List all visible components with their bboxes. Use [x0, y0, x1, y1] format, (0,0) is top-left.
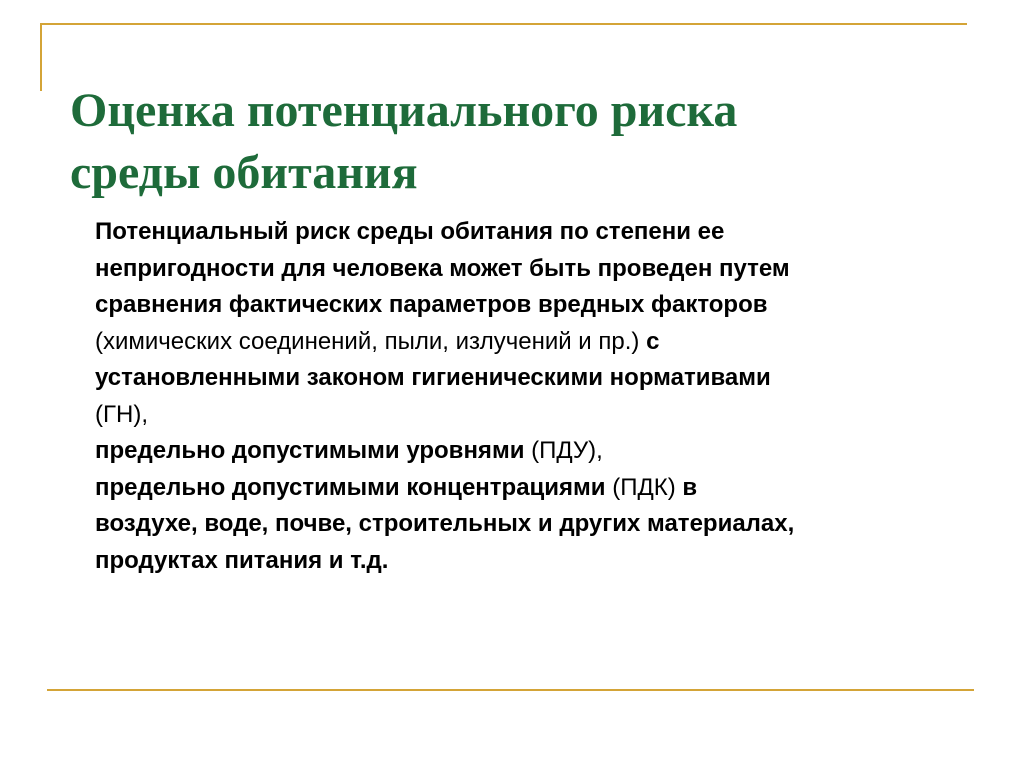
- body-text: [95, 214, 995, 579]
- body-line-8-bold-2: в: [682, 473, 698, 501]
- bottom-rule: [47, 689, 974, 691]
- body-line-3: сравнения фактических параметров вредных факторов: [95, 291, 768, 318]
- body-line-4: [95, 324, 995, 361]
- body-line-2: непригодности для человека может быть проведен путем: [95, 254, 790, 282]
- title-line-1: Оценка потенциального риска: [70, 84, 738, 137]
- top-rule: [40, 23, 967, 25]
- body-line-4-normal: (химических соединений, пыли, излучений и пр.): [95, 327, 647, 355]
- body-line-7: [95, 433, 995, 470]
- body-line-1: Потенциальный риск среды обитания по степени ее: [95, 218, 725, 245]
- body-line-6: (ГН),: [95, 400, 148, 428]
- body-line-7-normal: (ПДУ),: [524, 437, 603, 464]
- body-line-9: воздухе, воде, почве, строительных и других материалах,: [95, 510, 795, 537]
- body-line-5: установленными законом гигиеническими нормативами: [95, 364, 771, 391]
- left-rule: [40, 23, 42, 91]
- body-line-8-bold: предельно допустимыми концентрациями: [95, 473, 606, 501]
- body-line-8-normal: (ПДК): [605, 473, 683, 501]
- title-line-2: среды обитания: [70, 146, 418, 199]
- slide-title: [70, 80, 970, 204]
- body-line-8: [95, 470, 995, 507]
- body-line-7-bold: предельно допустимыми уровнями: [95, 437, 525, 464]
- body-line-4-bold: с: [646, 327, 660, 355]
- body-line-10: продуктах питания и т.д.: [95, 546, 389, 574]
